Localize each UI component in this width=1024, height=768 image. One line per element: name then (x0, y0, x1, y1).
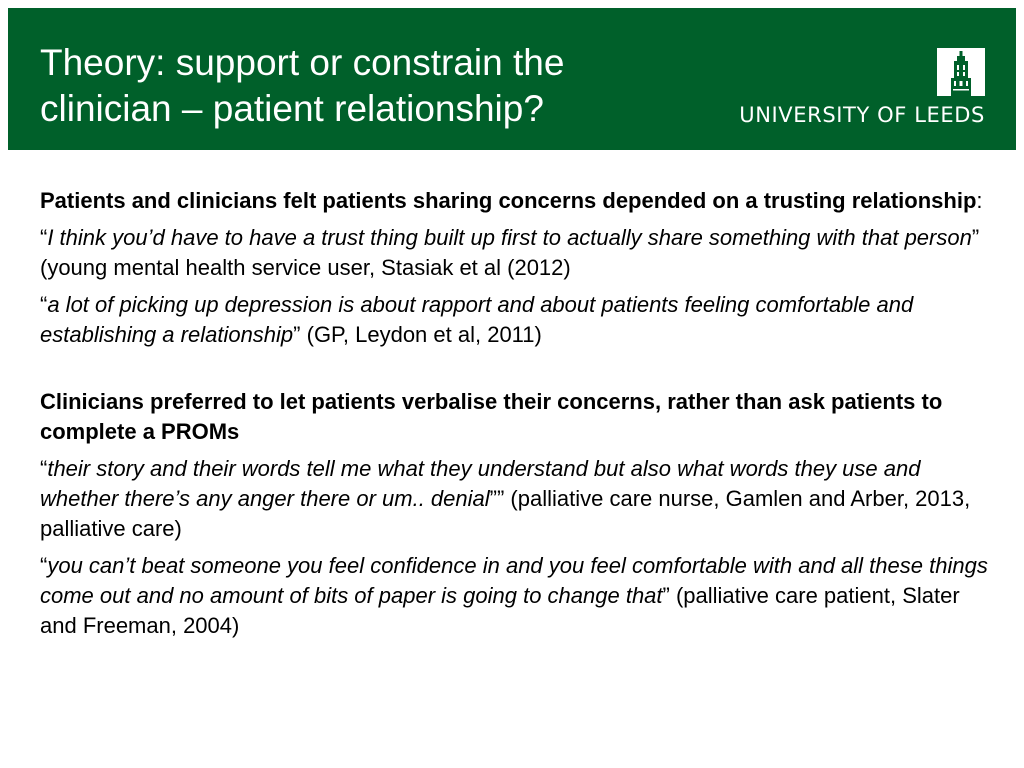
title-banner (8, 8, 1016, 150)
quote (40, 290, 988, 350)
section-heading-colon: : (976, 188, 983, 213)
quote-text: you can’t beat someone you feel confidence in and you feel comfortable with and all these things come out and no amount of bits of paper is going to change that (40, 553, 988, 608)
quote-close-mark: ” (293, 322, 301, 347)
quote-close-mark: ” (971, 225, 980, 250)
quote-open-mark: “ (40, 225, 48, 250)
slide-title-line-1: Theory: support or constrain the (40, 42, 565, 83)
section-heading-text: Clinicians preferred to let patients verbalise their concerns, rather than ask patients to complete a PROMs (40, 389, 943, 444)
quote-source: (palliative care patient, Slater and Freeman, 2004) (40, 583, 960, 638)
quote-source: (young mental health service user, Stasiak et al (2012) (40, 255, 571, 280)
quote-open-mark: “ (40, 456, 48, 481)
university-tower-icon (937, 48, 985, 96)
quote-open-mark: “ (40, 553, 48, 578)
quote-text: I think you’d have to have a trust thing built up first to actually share something with that person (47, 225, 972, 250)
quote-close-mark: ” (662, 583, 670, 608)
quote (40, 454, 988, 544)
quote-text: their story and their words tell me what they understand but also what words they use and whether there’s any anger there or um.. denial (40, 456, 921, 511)
quote-text: a lot of picking up depression is about rapport and about patients feeling comfortable and establishing a relationship (40, 292, 914, 347)
university-logo-text: UNIVERSITY OF LEEDS (739, 103, 985, 127)
quote (40, 223, 988, 283)
section-trust (40, 186, 988, 350)
slide-body (40, 186, 988, 648)
section-heading (40, 387, 988, 447)
section-heading-text: Patients and clinicians felt patients sharing concerns depended on a trusting relationship (40, 188, 977, 213)
quote-close-mark: ”” (489, 486, 505, 511)
section-heading (40, 186, 988, 216)
section-verbalise (40, 387, 988, 641)
quote-open-mark: “ (40, 292, 48, 317)
slide-title (40, 40, 564, 132)
slide-title-line-2: clinician – patient relationship? (40, 88, 544, 129)
university-logo (725, 48, 985, 130)
quote-source: (palliative care nurse, Gamlen and Arber, 2013, palliative care) (40, 486, 971, 541)
quote-source: (GP, Leydon et al, 2011) (300, 322, 542, 347)
quote (40, 551, 988, 641)
